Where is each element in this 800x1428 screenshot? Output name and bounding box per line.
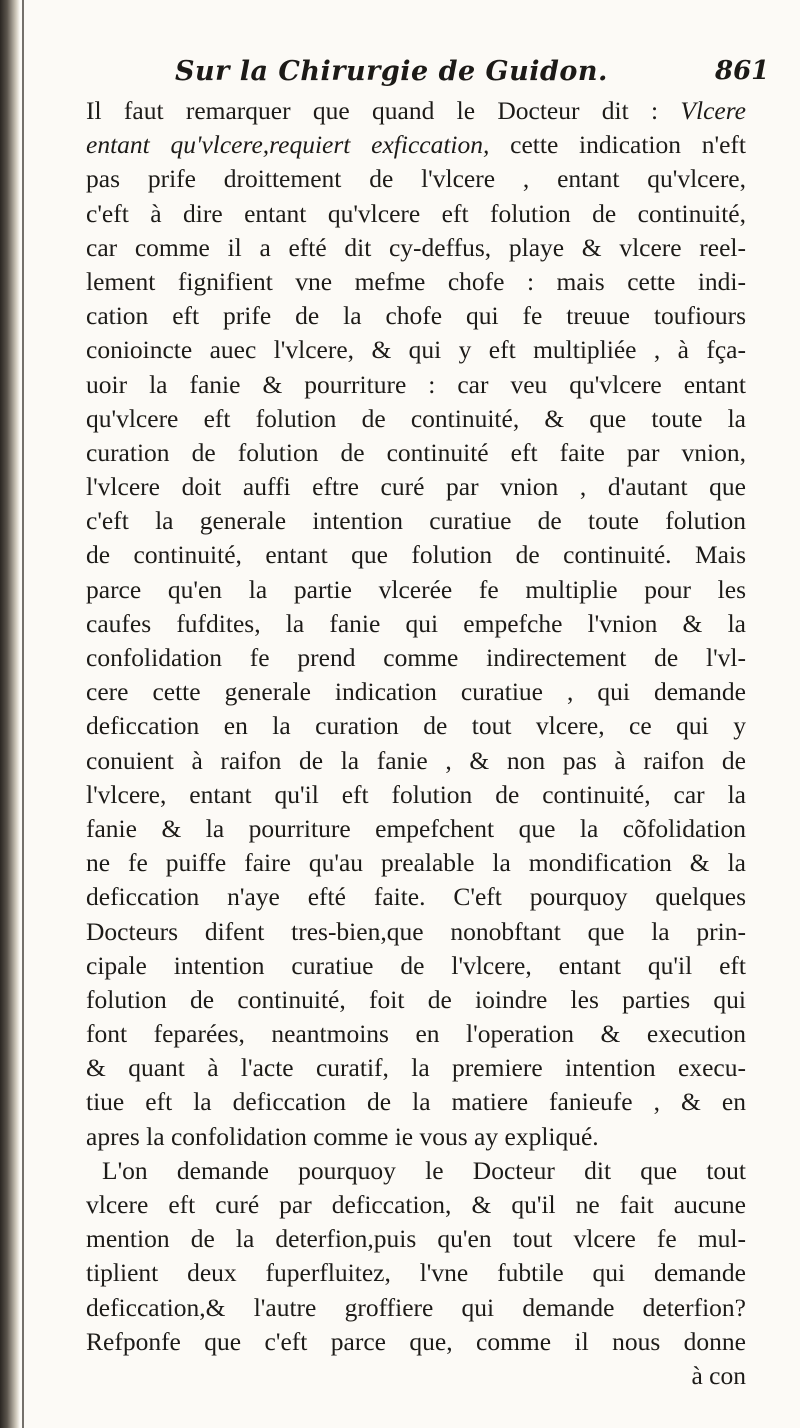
page-number: 861 xyxy=(715,56,770,86)
text-line: parce qu'en la partie vlcerée fe multiplie pour les xyxy=(86,574,746,604)
page-header xyxy=(0,56,800,96)
text-line: entant qu'vlcere,requiert exficcation, cette indication n'eft xyxy=(86,130,747,160)
text-line: l'vlcere, entant qu'il eft folution de continuité, car la xyxy=(86,779,746,809)
text-line: Docteurs difent tres-bien,que nonobftant que la prin- xyxy=(86,916,746,946)
running-head: Sur la Chirurgie de Guidon. xyxy=(175,56,608,87)
book-binding-edge xyxy=(0,0,20,1428)
text-line: c'eft la generale intention curatiue de toute folution xyxy=(86,506,746,536)
catchword: à con xyxy=(691,1360,746,1390)
text-line: deficcation n'aye efté faite. C'eft pourquoy quelques xyxy=(86,882,746,912)
text-line: uoir la fanie & pourriture : car veu qu'vlcere entant xyxy=(86,369,746,399)
text-line: mention de la deterfion,puis qu'en tout vlcere fe mul- xyxy=(86,1224,746,1254)
text-line: L'on demande pourquoy le Docteur dit que tout xyxy=(102,1155,746,1185)
text-line: c'eft à dire entant qu'vlcere eft folution de continuité, xyxy=(86,198,746,228)
text-line: vlcere eft curé par deficcation, & qu'il ne fait aucune xyxy=(86,1190,746,1219)
text-line: curation de folution de continuité eft faite par vnion, xyxy=(86,437,746,467)
text-line: deficcation en la curation de tout vlcere, ce qui y xyxy=(86,711,746,741)
text-line: & quant à l'acte curatif, la premiere intention execu- xyxy=(86,1053,746,1083)
text-line: conioincte auec l'vlcere, & qui y eft multipliée , à fça- xyxy=(86,335,746,365)
text-line: cation eft prife de la chofe qui fe treuue toufiours xyxy=(86,301,746,331)
text-line: confolidation fe prend comme indirectement de l'vl- xyxy=(86,643,746,672)
text-line: apres la confolidation comme ie vous ay expliqué. xyxy=(86,1121,599,1151)
body-text xyxy=(86,94,746,1393)
text-line: car comme il a efté dit cy-deffus, playe & vlcere reel- xyxy=(86,232,746,262)
text-line: deficcation,& l'autre groffiere qui demande deterfion? xyxy=(86,1292,746,1322)
text-line: caufes fufdites, la fanie qui empefche l'vnion & la xyxy=(86,608,746,638)
text-line: pas prife droittement de l'vlcere , entant qu'vlcere, xyxy=(86,164,746,194)
text-line: conuient à raifon de la fanie , & non pas à raifon de xyxy=(86,745,746,775)
text-line: de continuité, entant que folution de continuité. Mais xyxy=(86,540,746,570)
text-line: Refponfe que c'eft parce que, comme il nous donne xyxy=(86,1326,746,1356)
text-line: Il faut remarquer que quand le Docteur dit : Vlcere xyxy=(86,96,746,125)
text-line: cipale intention curatiue de l'vlcere, entant qu'il eft xyxy=(86,950,746,980)
text-line: tiplient deux fuperfluitez, l'vne fubtile qui demande xyxy=(86,1258,746,1288)
text-line: lement fignifient vne mefme chofe : mais cette indi- xyxy=(86,266,746,296)
text-line: tiue eft la deficcation de la matiere fanieufe , & en xyxy=(86,1087,746,1117)
text-line: fanie & la pourriture empefchent que la cõfolidation xyxy=(86,813,746,843)
text-line: qu'vlcere eft folution de continuité, & que toute la xyxy=(86,403,746,433)
text-line: l'vlcere doit auffi eftre curé par vnion , d'autant que xyxy=(86,472,746,502)
book-gutter-line xyxy=(22,0,24,1428)
text-line: cere cette generale indication curatiue , qui demande xyxy=(86,677,746,707)
text-line: ne fe puiffe faire qu'au prealable la mondification & la xyxy=(86,848,746,878)
text-line: font feparées, neantmoins en l'operation & execution xyxy=(86,1019,746,1049)
text-line: folution de continuité, foit de ioindre les parties qui xyxy=(86,984,746,1014)
